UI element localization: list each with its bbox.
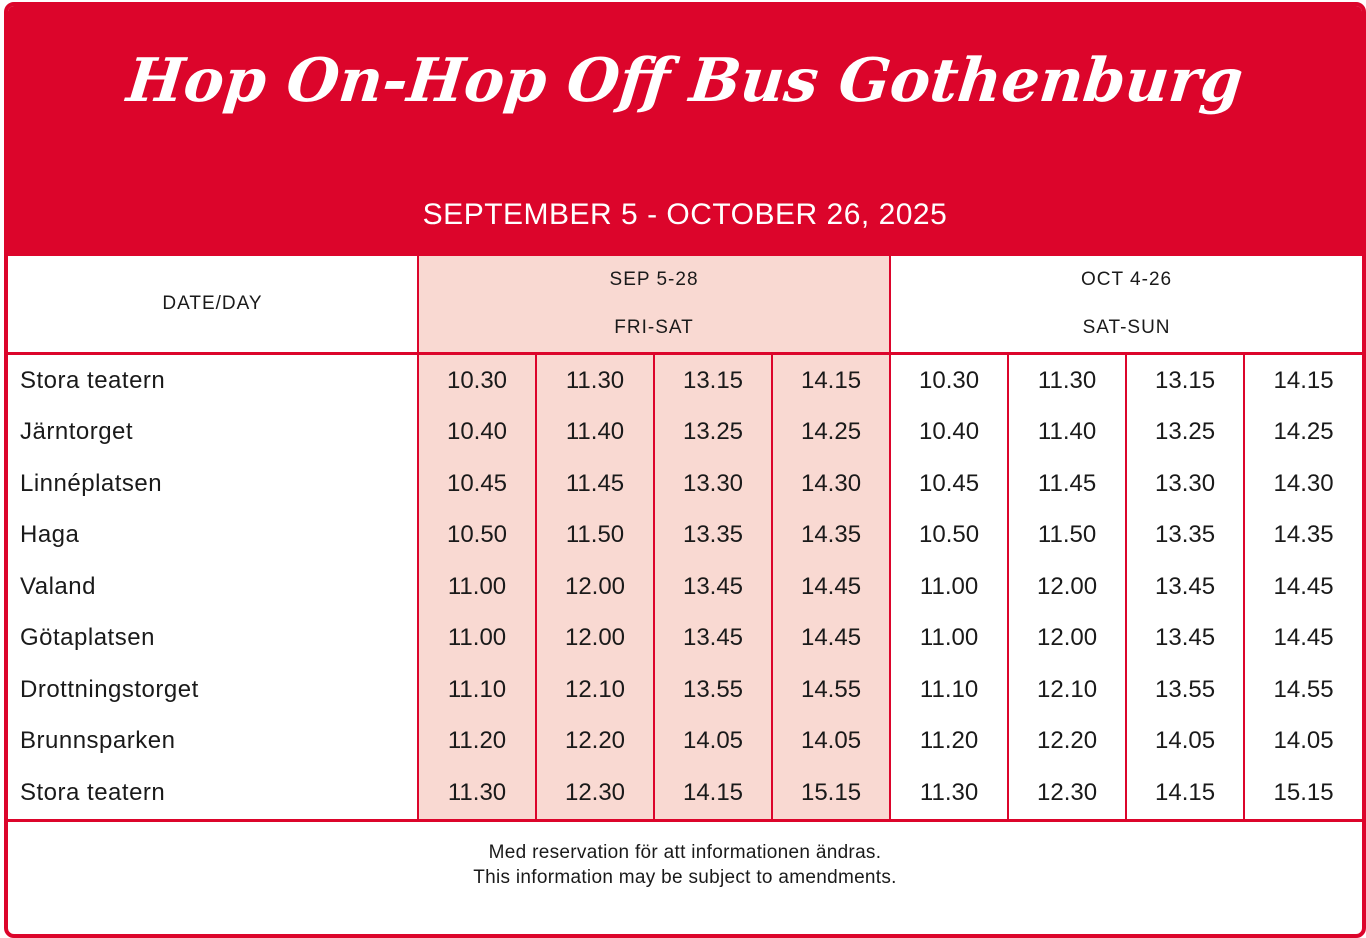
departure-time: 12.00 [536,561,654,613]
table-row [8,510,1362,562]
departure-time: 10.45 [890,458,1008,510]
stop-name: Götaplatsen [8,613,418,665]
departure-time: 14.55 [1273,675,1334,703]
departure-time: 11.50 [536,510,654,562]
departure-time: 14.15 [1273,366,1334,394]
departure-time: 11.00 [890,561,1008,613]
departure-time: 11.00 [418,561,536,613]
stop-name: Stora teatern [8,767,418,820]
departure-time: 11.40 [1008,407,1126,459]
departure-time: 11.00 [890,613,1008,665]
stop-name: Haga [8,510,418,562]
departure-time: 12.20 [1008,716,1126,768]
stop-name: Drottningstorget [8,664,418,716]
departure-time: 13.55 [1126,664,1244,716]
departure-time: 14.30 [772,458,890,510]
schedule-rows [8,354,1362,821]
timetable-card [4,2,1366,938]
departure-time: 11.10 [418,664,536,716]
departure-time: 14.15 [654,767,772,820]
departure-time: 12.10 [1008,664,1126,716]
header-row-dates [8,256,1362,304]
departure-time: 15.15 [772,767,890,820]
stop-name: Stora teatern [8,354,418,407]
departure-time: 11.50 [1008,510,1126,562]
departure-time: 10.45 [418,458,536,510]
table-row [8,407,1362,459]
stop-name: Linnéplatsen [8,458,418,510]
date-day-header: DATE/DAY [8,256,418,354]
group1-days-header: FRI-SAT [418,304,890,354]
schedule-table [8,256,1362,822]
departure-time: 14.05 [1126,716,1244,768]
departure-time: 14.15 [772,354,890,407]
departure-time: 13.45 [654,613,772,665]
departure-time: 11.45 [536,458,654,510]
disclaimer-swedish: Med reservation för att informationen ändras. [488,842,882,863]
departure-time: 13.45 [1126,613,1244,665]
table-row [8,716,1362,768]
departure-time: 12.30 [1008,767,1126,820]
departure-time: 14.45 [772,613,890,665]
departure-time: 11.30 [536,354,654,407]
page-title: Hop On-Hop Off Bus Gothenburg [123,46,1247,116]
table-row [8,767,1362,820]
departure-time: 14.25 [772,407,890,459]
departure-time: 11.30 [1008,354,1126,407]
departure-time: 14.35 [772,510,890,562]
departure-time: 14.45 [1273,572,1334,600]
departure-time: 13.45 [654,561,772,613]
departure-time: 13.30 [1126,458,1244,510]
departure-time: 11.10 [890,664,1008,716]
departure-time: 10.40 [890,407,1008,459]
date-range: SEPTEMBER 5 - OCTOBER 26, 2025 [422,198,948,231]
departure-time: 11.30 [418,767,536,820]
departure-time: 14.35 [1273,521,1334,549]
departure-time: 13.30 [654,458,772,510]
departure-time: 10.30 [418,354,536,407]
table-row [8,613,1362,665]
stop-name: Brunnsparken [8,716,418,768]
stop-name: Järntorget [8,407,418,459]
departure-time: 13.45 [1126,561,1244,613]
group2-dates-header: OCT 4-26 [1081,269,1173,290]
departure-time: 14.15 [1126,767,1244,820]
disclaimer-english: This information may be subject to amendments. [473,867,897,888]
table-row [8,458,1362,510]
table-row [8,664,1362,716]
departure-time: 12.00 [536,613,654,665]
departure-time: 11.00 [418,613,536,665]
departure-time: 14.45 [772,561,890,613]
departure-time: 12.00 [1008,561,1126,613]
stop-name: Valand [8,561,418,613]
departure-time: 14.05 [654,716,772,768]
departure-time: 14.25 [1273,418,1334,446]
table-row [8,561,1362,613]
departure-time: 10.50 [890,510,1008,562]
departure-time: 14.55 [772,664,890,716]
departure-time: 13.25 [654,407,772,459]
departure-time: 14.05 [772,716,890,768]
departure-time: 13.15 [654,354,772,407]
departure-time: 11.40 [536,407,654,459]
departure-time: 14.05 [1273,727,1334,755]
group2-days-header: SAT-SUN [890,304,1362,354]
departure-time: 11.30 [890,767,1008,820]
departure-time: 14.30 [1273,469,1334,497]
departure-time: 11.20 [418,716,536,768]
departure-time: 12.30 [536,767,654,820]
departure-time: 13.15 [1126,354,1244,407]
departure-time: 13.25 [1126,407,1244,459]
departure-time: 11.45 [1008,458,1126,510]
departure-time: 10.30 [890,354,1008,407]
disclaimer [8,840,1362,890]
departure-time: 15.15 [1244,767,1362,820]
departure-time: 12.10 [536,664,654,716]
departure-time: 10.50 [418,510,536,562]
group1-dates-header: SEP 5-28 [418,256,890,304]
departure-time: 13.35 [1126,510,1244,562]
departure-time: 12.00 [1008,613,1126,665]
table-row [8,354,1362,407]
departure-time: 12.20 [536,716,654,768]
departure-time: 13.55 [654,664,772,716]
header-banner [8,6,1362,256]
departure-time: 13.35 [654,510,772,562]
departure-time: 14.45 [1273,624,1334,652]
departure-time: 10.40 [418,407,536,459]
departure-time: 11.20 [890,716,1008,768]
